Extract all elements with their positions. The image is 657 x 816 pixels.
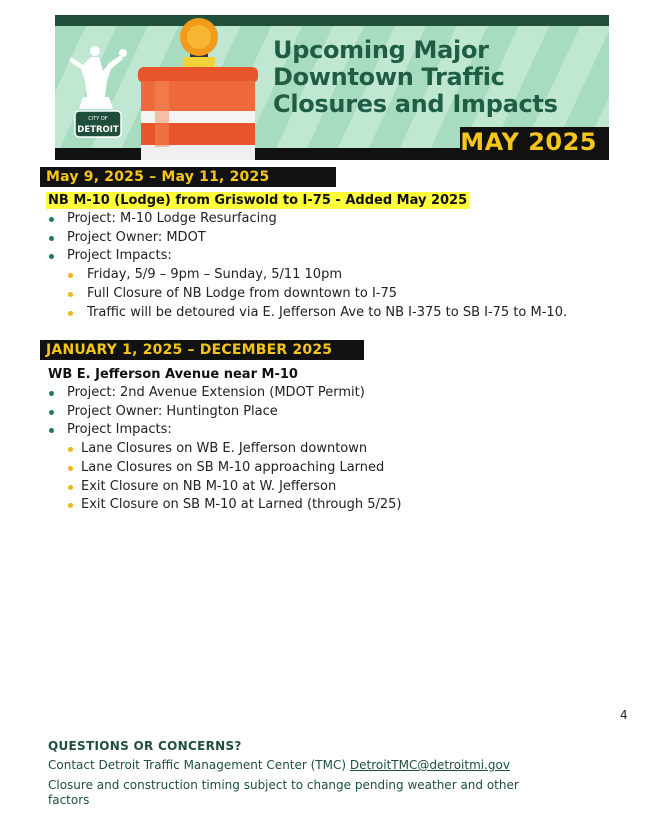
footer-heading: QUESTIONS OR CONCERNS? bbox=[48, 739, 242, 753]
banner-title-line-1: Upcoming Major bbox=[273, 36, 489, 64]
list-item: Exit Closure on NB M-10 at W. Jefferson bbox=[48, 478, 402, 497]
banner-title bbox=[273, 37, 603, 118]
list-item: Lane Closures on WB E. Jefferson downtown bbox=[48, 440, 402, 459]
list-item: Lane Closures on SB M-10 approaching Larned bbox=[48, 459, 402, 478]
banner-date-box bbox=[460, 127, 609, 160]
section-1-subheader: NB M-10 (Lodge) from Griswold to I-75 - Added May 2025 bbox=[48, 193, 468, 208]
list-item: Friday, 5/9 – 9pm – Sunday, 5/11 10pm bbox=[48, 266, 567, 285]
logo-city-of: CITY OF bbox=[88, 116, 108, 122]
footer bbox=[48, 738, 568, 808]
banner-title-line-3: Closures and Impacts bbox=[273, 90, 558, 118]
footer-note: Closure and construction timing subject to change pending weather and other factors bbox=[48, 778, 519, 807]
list-item: Project: M-10 Lodge Resurfacing bbox=[48, 210, 567, 229]
header-banner bbox=[55, 15, 609, 160]
list-item: Exit Closure on SB M-10 at Larned (through 5/25) bbox=[48, 496, 402, 515]
spirit-of-detroit-icon bbox=[63, 37, 133, 141]
logo-detroit: DETROIT bbox=[77, 125, 119, 135]
list-item: Project Impacts: bbox=[48, 247, 567, 266]
banner-date: MAY 2025 bbox=[460, 128, 597, 156]
list-item: Project Impacts: bbox=[48, 421, 402, 440]
list-item: Traffic will be detoured via E. Jefferson Ave to NB I-375 to SB I-75 to M-10. bbox=[48, 304, 567, 323]
section-1-date-header: May 9, 2025 – May 11, 2025 bbox=[40, 167, 336, 187]
traffic-barrel-icon bbox=[135, 15, 260, 160]
list-item: Full Closure of NB Lodge from downtown to I-75 bbox=[48, 285, 567, 304]
footer-contact bbox=[48, 757, 568, 773]
list-item: Project Owner: MDOT bbox=[48, 229, 567, 248]
section-1-list bbox=[48, 210, 567, 322]
footer-contact-text: Contact Detroit Traffic Management Center (TMC) bbox=[48, 758, 347, 772]
section-2-list bbox=[48, 384, 402, 515]
footer-email-link[interactable]: DetroitTMC@detroitmi.gov bbox=[349, 758, 510, 772]
page-number: 4 bbox=[620, 708, 628, 722]
list-item: Project Owner: Huntington Place bbox=[48, 403, 402, 422]
list-item: Project: 2nd Avenue Extension (MDOT Permit) bbox=[48, 384, 402, 403]
section-2-subheader: WB E. Jefferson Avenue near M-10 bbox=[48, 367, 298, 382]
banner-title-line-2: Downtown Traffic bbox=[273, 63, 505, 91]
section-2-date-header: JANUARY 1, 2025 – DECEMBER 2025 bbox=[40, 340, 364, 360]
